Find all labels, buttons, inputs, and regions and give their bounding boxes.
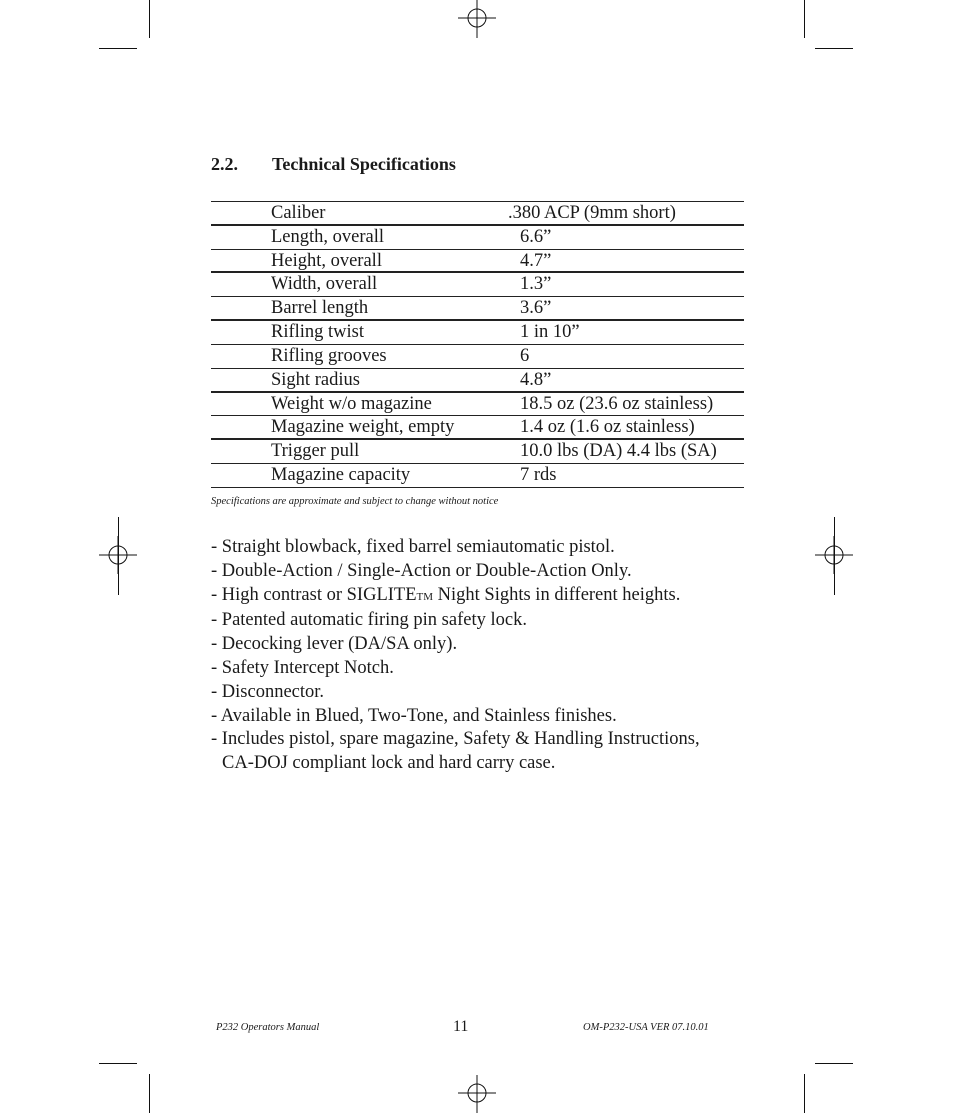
spec-label: Caliber: [271, 203, 326, 223]
table-row: [211, 226, 744, 250]
table-row: [211, 464, 744, 488]
footer-manual-title: P232 Operators Manual: [216, 1022, 320, 1033]
crop-mark: [815, 1063, 853, 1064]
crop-mark: [99, 1063, 137, 1064]
spec-value: 7 rds: [520, 465, 557, 486]
list-item: - Disconnector.: [211, 681, 325, 702]
spec-value: 1.4 oz (1.6 oz stainless): [520, 417, 695, 438]
table-row: [211, 321, 744, 345]
list-item: - Double-Action / Single-Action or Double-Action Only.: [211, 560, 632, 581]
spec-value: .380 ACP (9mm short): [508, 203, 676, 223]
spec-label: Length, overall: [271, 226, 385, 247]
crop-mark: [149, 1074, 150, 1113]
crop-mark: [99, 48, 137, 49]
list-item: - Available in Blued, Two-Tone, and Stainless finishes.: [211, 705, 617, 726]
table-row: [211, 416, 744, 440]
feature-list: [211, 536, 700, 776]
section-heading: [211, 154, 456, 175]
list-item: - Straight blowback, fixed barrel semiautomatic pistol.: [211, 537, 615, 557]
table-row: [211, 345, 744, 369]
spec-label: Weight w/o magazine: [271, 393, 432, 414]
crop-mark: [804, 1074, 805, 1113]
spec-label: Barrel length: [271, 298, 369, 319]
table-row: [211, 440, 744, 464]
table-row: [211, 202, 744, 226]
spec-value: 4.8”: [520, 369, 552, 390]
spec-label: Rifling twist: [271, 322, 365, 343]
list-item: [211, 584, 700, 610]
section-title: Technical Specifications: [272, 154, 456, 174]
crop-mark: [815, 48, 853, 49]
table-row: [211, 297, 744, 321]
table-row: [211, 393, 744, 417]
spec-label: Height, overall: [271, 250, 382, 271]
footer-version: OM-P232-USA VER 07.10.01: [583, 1022, 709, 1033]
list-item: - Safety Intercept Notch.: [211, 657, 394, 678]
spec-value: 1 in 10”: [520, 322, 580, 343]
registration-mark-icon: [458, 1075, 496, 1113]
spec-label: Trigger pull: [271, 441, 360, 462]
crop-mark: [118, 517, 119, 595]
list-item: - Patented automatic firing pin safety lock.: [211, 610, 527, 631]
spec-label: Width, overall: [271, 274, 378, 295]
crop-mark: [804, 0, 805, 38]
list-item-continuation: CA-DOJ compliant lock and hard carry case.: [222, 753, 556, 774]
page-number: 11: [453, 1018, 469, 1035]
section-number: 2.2.: [211, 154, 238, 174]
list-item-text: Night Sights in different heights.: [433, 584, 681, 605]
spec-label: Magazine capacity: [271, 465, 411, 486]
list-item-text: - High contrast or SIGLITE: [211, 584, 417, 605]
spec-value: 4.7”: [520, 250, 552, 271]
crop-mark: [834, 517, 835, 595]
table-row: [211, 250, 744, 274]
spec-label: Sight radius: [271, 369, 360, 390]
table-row: [211, 273, 744, 297]
list-item: - Decocking lever (DA/SA only).: [211, 634, 458, 655]
spec-table: [211, 201, 744, 488]
spec-label: Rifling grooves: [271, 345, 387, 366]
spec-label: Magazine weight, empty: [271, 417, 455, 438]
spec-disclaimer: Specifications are approximate and subject to change without notice: [211, 496, 499, 507]
trademark-symbol: TM: [416, 590, 434, 603]
spec-value: 6: [520, 345, 530, 366]
spec-value: 6.6”: [520, 226, 552, 247]
registration-mark-icon: [458, 0, 496, 38]
spec-value: 10.0 lbs (DA) 4.4 lbs (SA): [520, 441, 717, 462]
list-item: - Includes pistol, spare magazine, Safety & Handling Instructions,: [211, 729, 700, 750]
spec-value: 3.6”: [520, 298, 552, 319]
crop-mark: [149, 0, 150, 38]
spec-value: 1.3”: [520, 274, 552, 295]
table-row: [211, 369, 744, 393]
spec-value: 18.5 oz (23.6 oz stainless): [520, 393, 714, 414]
